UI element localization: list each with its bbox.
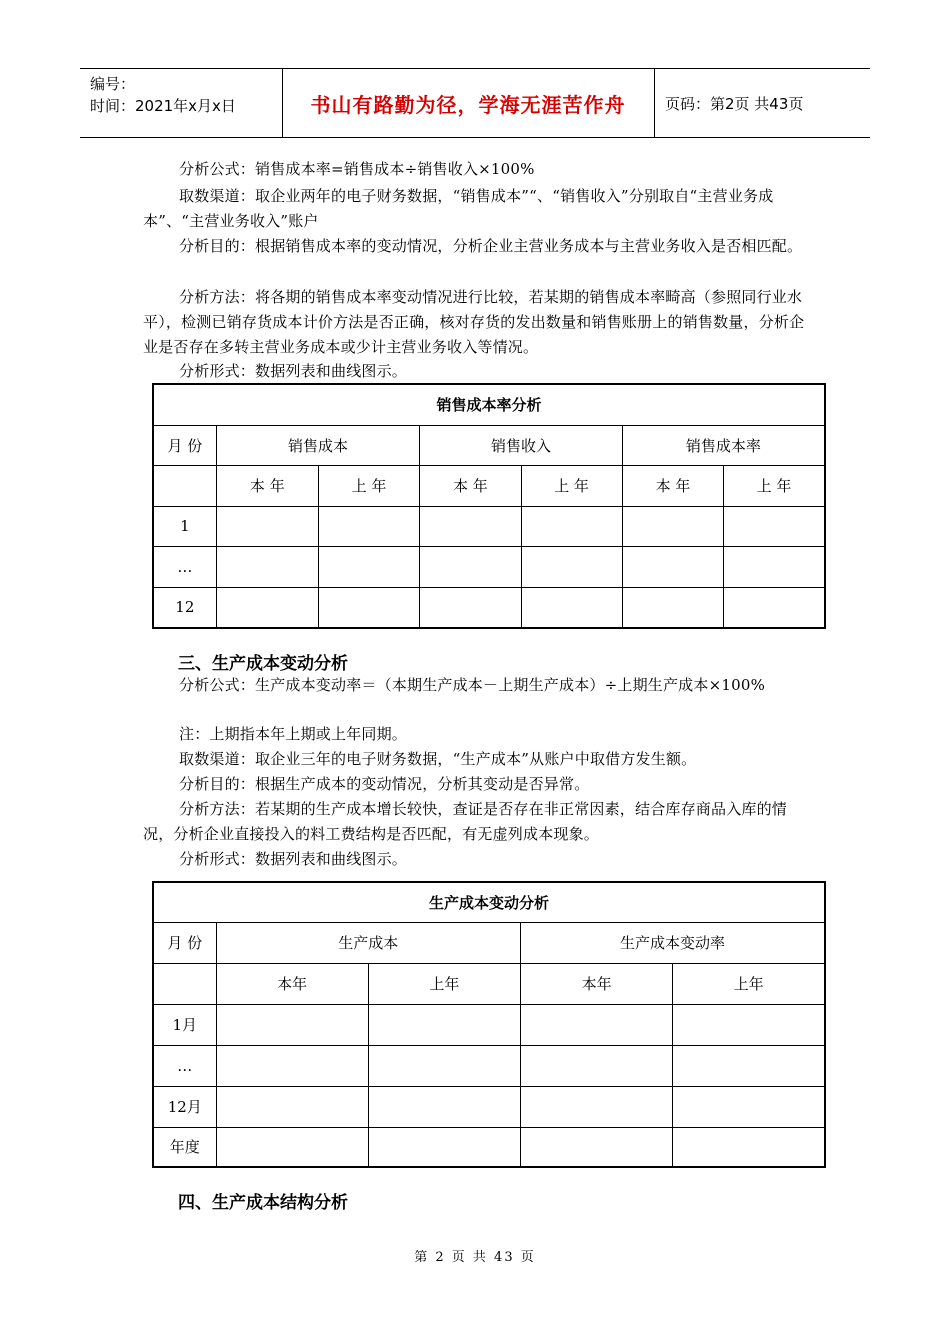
header-motto: 书山有路勤为径，学海无涯苦作舟 xyxy=(310,92,626,117)
month-header: 月 份 xyxy=(153,922,216,963)
sub-header-last-year: 上 年 xyxy=(318,465,419,506)
data-cell xyxy=(724,506,825,546)
table-title: 生产成本变动分析 xyxy=(153,882,825,922)
data-cell xyxy=(622,506,723,546)
data-cell xyxy=(520,1127,672,1167)
empty-cell xyxy=(153,465,216,506)
data-cell xyxy=(318,587,419,628)
data-cell xyxy=(673,1045,825,1086)
sales-cost-rate-table xyxy=(152,383,826,629)
data-cell xyxy=(521,506,622,546)
table-row xyxy=(153,546,825,587)
header-divider-right xyxy=(654,69,655,137)
data-cell xyxy=(673,1004,825,1045)
data-cell xyxy=(520,1086,672,1127)
group-header: 销售成本 xyxy=(216,425,420,465)
header-meta xyxy=(90,73,236,117)
data-cell xyxy=(673,1127,825,1167)
data-cell xyxy=(216,587,318,628)
s2-formula: 分析公式：销售成本率=销售成本÷销售收入×100% xyxy=(179,160,535,178)
s3-method: 分析方法：若某期的生产成本增长较快，查证是否存在非正常因素，结合库存商品入库的情况，分析企业直接投入的料工费结构是否匹配，有无虚列成本现象。 xyxy=(143,800,788,843)
data-cell xyxy=(420,546,521,587)
sub-header-last-year: 上 年 xyxy=(521,465,622,506)
table-row xyxy=(153,506,825,546)
data-cell xyxy=(318,506,419,546)
group-header: 生产成本变动率 xyxy=(520,922,825,963)
data-cell xyxy=(724,587,825,628)
data-cell xyxy=(368,1086,520,1127)
s3-form: 分析形式：数据列表和曲线图示。 xyxy=(179,850,408,868)
s2-purpose: 分析目的：根据销售成本率的变动情况，分析企业主营业务成本与主营业务收入是否相匹配。 xyxy=(179,237,803,255)
group-header: 销售收入 xyxy=(420,425,623,465)
sub-header-this-year: 本 年 xyxy=(420,465,521,506)
s2-form: 分析形式：数据列表和曲线图示。 xyxy=(179,362,408,380)
s2-source: 取数渠道：取企业两年的电子财务数据，“销售成本”“、“销售收入”分别取自“主营业务成本”、“主营业务收入”账户 xyxy=(143,187,774,230)
data-cell xyxy=(521,587,622,628)
data-cell xyxy=(520,1004,672,1045)
data-cell xyxy=(368,1127,520,1167)
sub-header-this-year: 本 年 xyxy=(622,465,723,506)
data-cell xyxy=(318,546,419,587)
header-number-label: 编号： xyxy=(90,75,136,93)
data-cell xyxy=(420,506,521,546)
sub-header-this-year: 本 年 xyxy=(216,465,318,506)
page-footer: 第 2 页 共 43 页 xyxy=(414,1250,536,1265)
row-month: 12月 xyxy=(153,1086,216,1127)
header-page-info: 页码：第2页 共43页 xyxy=(665,94,804,113)
data-cell xyxy=(521,546,622,587)
data-cell xyxy=(368,1045,520,1086)
data-cell xyxy=(520,1045,672,1086)
header-time-label: 时间：2021年x月x日 xyxy=(90,97,236,115)
table-row xyxy=(153,1004,825,1045)
data-cell xyxy=(216,546,318,587)
sub-header-last-year: 上 年 xyxy=(724,465,825,506)
production-cost-change-table xyxy=(152,881,826,1168)
page-header xyxy=(80,68,870,138)
sub-header-last-year: 上年 xyxy=(368,963,520,1004)
s3-source: 取数渠道：取企业三年的电子财务数据，“生产成本”从账户中取借方发生额。 xyxy=(179,750,697,768)
table-row xyxy=(153,587,825,628)
group-header: 销售成本率 xyxy=(622,425,825,465)
data-cell xyxy=(622,546,723,587)
s3-formula: 分析公式：生产成本变动率＝（本期生产成本－上期生产成本）÷上期生产成本×100% xyxy=(179,676,766,694)
table-row xyxy=(153,1086,825,1127)
empty-cell xyxy=(153,963,216,1004)
sub-header-last-year: 上年 xyxy=(673,963,825,1004)
month-header: 月 份 xyxy=(153,425,216,465)
data-cell xyxy=(216,1045,368,1086)
row-month: 1 xyxy=(153,506,216,546)
data-cell xyxy=(216,1127,368,1167)
s3-heading: 三、生产成本变动分析 xyxy=(178,654,348,674)
row-month: … xyxy=(153,1045,216,1086)
row-month: 1月 xyxy=(153,1004,216,1045)
table-title: 销售成本率分析 xyxy=(153,384,825,425)
row-month: … xyxy=(153,546,216,587)
s3-note: 注：上期指本年上期或上年同期。 xyxy=(179,725,408,743)
sub-header-this-year: 本年 xyxy=(216,963,368,1004)
s4-heading: 四、生产成本结构分析 xyxy=(178,1193,348,1213)
data-cell xyxy=(216,1004,368,1045)
data-cell xyxy=(216,1086,368,1127)
data-cell xyxy=(622,587,723,628)
data-cell xyxy=(673,1086,825,1127)
data-cell xyxy=(420,587,521,628)
s3-purpose: 分析目的：根据生产成本的变动情况，分析其变动是否异常。 xyxy=(179,775,590,793)
table-row xyxy=(153,1045,825,1086)
data-cell xyxy=(724,546,825,587)
table-row xyxy=(153,1127,825,1167)
data-cell xyxy=(368,1004,520,1045)
row-month: 年度 xyxy=(153,1127,216,1167)
sub-header-this-year: 本年 xyxy=(520,963,672,1004)
group-header: 生产成本 xyxy=(216,922,520,963)
row-month: 12 xyxy=(153,587,216,628)
data-cell xyxy=(216,506,318,546)
s2-method: 分析方法：将各期的销售成本率变动情况进行比较，若某期的销售成本率畸高（参照同行业水平），检测已销存货成本计价方法是否正确，核对存货的发出数量和销售账册上的销售数量，分析企业是否存在多转主营业务成本或少计主营业务收入等情况。 xyxy=(143,288,805,356)
